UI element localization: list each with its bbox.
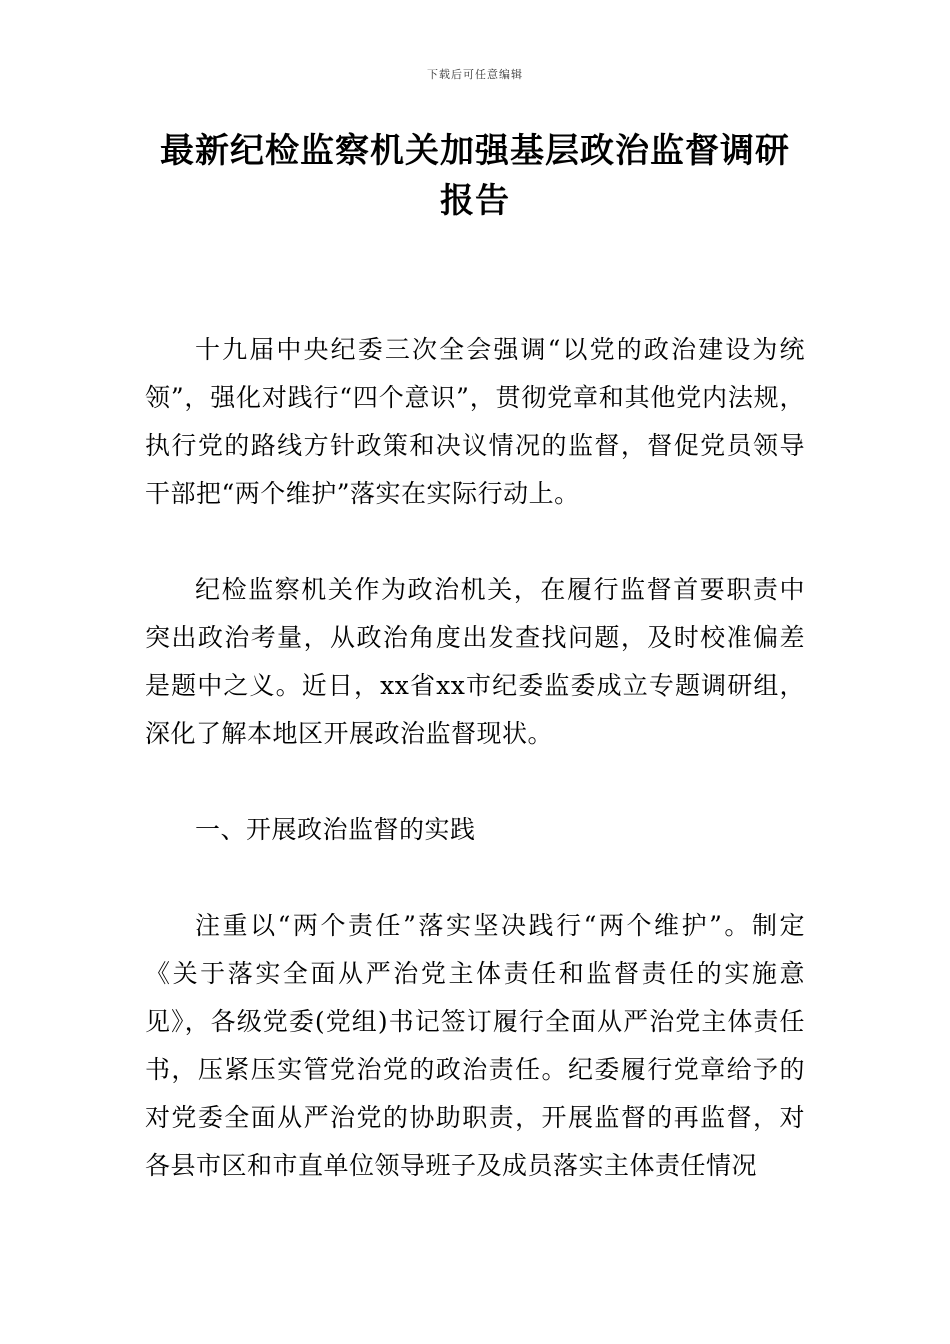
document-title: 最新纪检监察机关加强基层政治监督调研报告 (160, 131, 790, 221)
document-body (145, 326, 805, 1190)
paragraph-section-one: 注重以“两个责任”落实坚决践行“两个维护”。制定《关于落实全面从严治党主体责任和监督责任的实施意见》，各级党委(党组)书记签订履行全面从严治党主体责任书，压紧压实管党治党的政治责任。纪委履行党章给予的对党委全面从严治党的协助职责，开展监督的再监督，对各县市区和市直单位领导班子及成员落实主体责任情况 (145, 911, 805, 1180)
paragraph-intro: 十九届中央纪委三次全会强调“以党的政治建设为统领”，强化对践行“四个意识”，贯彻党章和其他党内法规，执行党的路线方针政策和决议情况的监督，督促党员领导干部把“两个维护”落实在实际行动上。 (145, 335, 805, 508)
section-heading: 一、开展政治监督的实践 (195, 815, 476, 844)
paragraph-gap (145, 854, 805, 902)
paragraph-background: 纪检监察机关作为政治机关，在履行监督首要职责中突出政治考量，从政治角度出发查找问题，及时校准偏差是题中之义。近日，xx省xx市纪委监委成立专题调研组，深化了解本地区开展政治监督现状。 (145, 575, 805, 748)
header-note: 下载后可任意编辑 (427, 68, 523, 81)
paragraph-gap (145, 518, 805, 566)
paragraph-gap (145, 758, 805, 806)
